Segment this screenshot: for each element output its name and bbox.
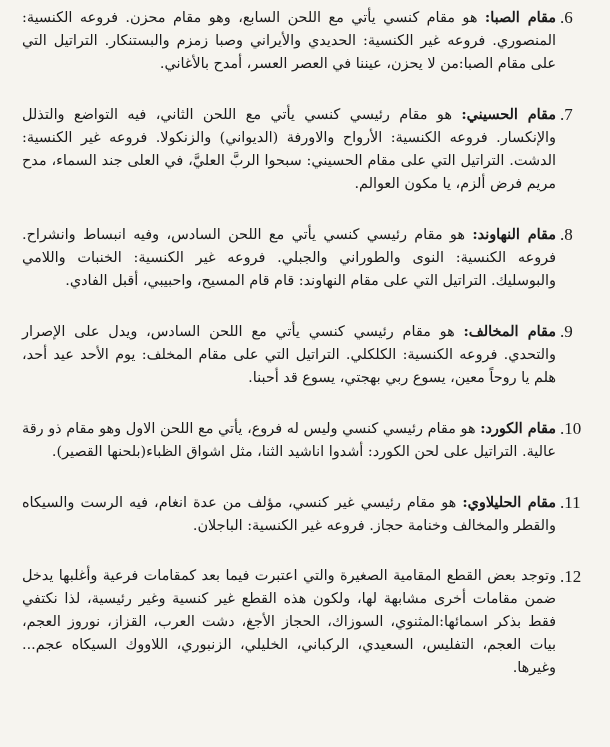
item-title: مقام الصبا: [484, 9, 556, 26]
item-body: هو مقام رئيسي كنسي وليس له فروع، يأتي مع اللحن الاول وهو مقام ذو رقة عالية. التراتيل على لحن الكورد: أشدوا اناشيد الثنا، مثل اشواق الظباء(بلحنها القصير). [22, 421, 556, 460]
list-item [22, 320, 596, 390]
list-item [22, 103, 596, 196]
item-number: .7 [560, 105, 573, 124]
item-text [22, 417, 556, 464]
item-text [22, 491, 556, 538]
item-body: هو مقام كنسي يأتي مع اللحن السابع، وهو مقام محزن. فروعه الكنسية: المنصوري. فروعه غير الكنسية: الحديدي والأيراني وصبا زمزم والبستنكار. التراتيل التي على مقام الصبا:من لا يحزن، عيننا في العصر العسر، أمدح بالأغاني. [22, 10, 556, 72]
list-item [22, 491, 596, 538]
item-text [22, 320, 556, 390]
item-title: مقام الحسيني: [461, 106, 557, 123]
item-body: هو مقام رئيسي غير كنسي، مؤلف من عدة انغام، فيه الرست والسيكاه والقطر والمخالف وخنامة حجاز. فروعه غير الكنسية: الباجلان. [22, 495, 556, 534]
item-title: مقام الحليلاوي: [462, 494, 556, 511]
item-body: هو مقام رئيسي كنسي يأتي مع اللحن السادس، وفيه انبساط وانشراح. فروعه الكنسية: النوى والطوراني والجبلي. فروعه غير الكنسية: الخنبات واللامي والبوسليك. التراتيل التي على مقام النهاوند: قام قام المسيح، واحبيبي، أقبل الفادي. [22, 227, 556, 289]
item-text [22, 223, 556, 293]
item-title: مقام المخالف: [463, 323, 556, 340]
list-item [22, 417, 596, 464]
list-item [22, 565, 596, 680]
item-text [22, 103, 556, 196]
item-body: هو مقام رئيسي كنسي يأتي مع اللحن السادس، ويدل على الإصرار والتحدي. فروعه الكنسية: الكلكلي. التراتيل التي على مقام المخلف: يوم الأحد عيد أحد، هلم يا روحاً معين، يسوع ربي بهجتي، يسوع قد أحبنا. [22, 324, 556, 386]
item-body: هو مقام رئيسي كنسي يأتي مع اللحن الثاني، فيه التواضع والتذلل والإنكسار. فروعه الكنسية: الأرواح والاورفة (الديواني) والزنكولا. فروعه غير الكنسية: الدشت. التراتيل التي على مقام الحسيني: سبحوا الربَّ العليَّ، في العلى جند السماء، مدح مريم فرض ألزم، يا مكون العوالم. [22, 107, 556, 192]
item-number: .12 [560, 567, 582, 586]
item-number: .10 [560, 419, 582, 438]
list-item [22, 6, 596, 76]
item-title: مقام النهاوند: [472, 226, 557, 243]
item-number: .11 [560, 493, 581, 512]
item-number: .6 [560, 8, 573, 27]
item-body: وتوجد بعض القطع المقامية الصغيرة والتي اعتبرت فيما بعد كمقامات فرعية وأغلبها يدخل ضمن مقامات أخرى مشابهة لها، ولكون هذه القطع غير كنسية وغير رئيسية، لذا نكتفي فقط بذكر اسمائها:المثنوي، السوزاك، الحجاز الأجغ، دشت العرب، القزاز، نوروز العجم، بيات العجم، التفليس، السعيدي، الركباني، الخليلي، الزنبوري، اللاووك السيكاه عجم... وغيرها. [22, 568, 556, 676]
item-title: مقام الكورد: [480, 420, 556, 437]
item-text [22, 6, 556, 76]
list-item [22, 223, 596, 293]
item-number: .8 [560, 225, 573, 244]
item-number: .9 [560, 322, 573, 341]
item-text [22, 565, 556, 680]
